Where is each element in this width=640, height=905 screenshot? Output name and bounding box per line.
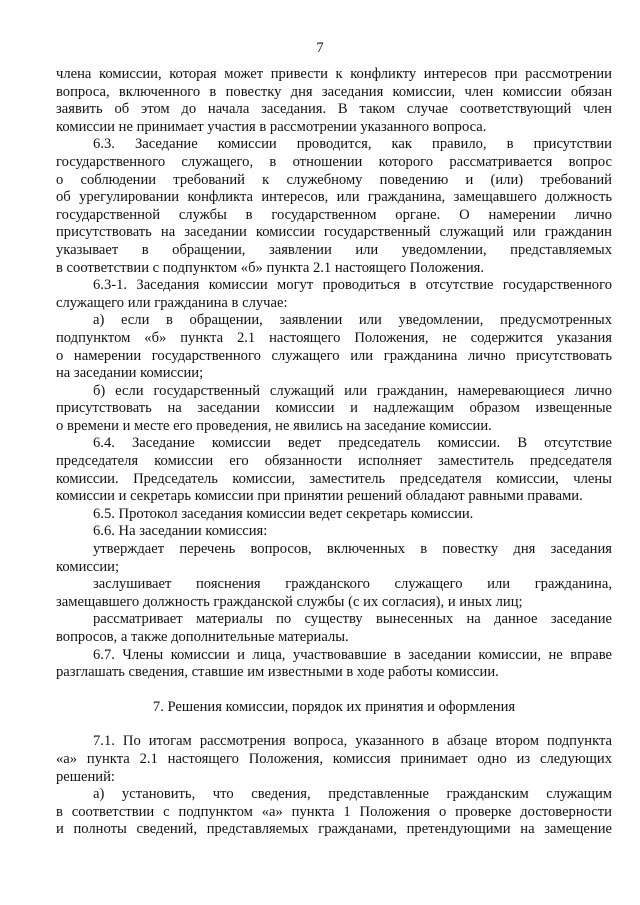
paragraph-line: на заседании комиссии; [56, 365, 204, 382]
document-body [56, 66, 612, 839]
paragraph-line: о соблюдении требований к служебному поведению и (или) требований [56, 171, 612, 188]
page-number: 7 [316, 40, 324, 56]
paragraph-line: решений: [56, 768, 115, 785]
paragraph-line: 7.1. По итогам рассмотрения вопроса, указанного в абзаце втором подпункта [93, 733, 612, 750]
paragraph-line: б) если государственный служащий или гражданин, намеревающиеся лично [93, 382, 612, 399]
paragraph-line: 6.7. Члены комиссии и лица, участвовавшие в заседании комиссии, не вправе [93, 646, 612, 663]
paragraph-line: присутствовать на заседании комиссии и надлежащим образом извещенные [56, 400, 612, 417]
paragraph-line: заявить об этом до начала заседания. В таком случае соответствующий член [56, 101, 612, 118]
paragraph-line: а) если в обращении, заявлении или уведомлении, предусмотренных [93, 312, 612, 329]
paragraph-line: в соответствии с подпунктом «б» пункта 2.1 настоящего Положения. [56, 259, 485, 276]
paragraph-line: заслушивает пояснения гражданского служащего или гражданина, [93, 576, 612, 593]
paragraph-line: 6.4. Заседание комиссии ведет председатель комиссии. В отсутствие [93, 435, 612, 452]
paragraph-line: служащего или гражданина в случае: [56, 294, 288, 311]
paragraph-line: государственного служащего, в отношении которого рассматривается вопрос [56, 153, 612, 170]
paragraph-line: в соответствии с подпунктом «а» пункта 1 Положения о проверке достоверности [56, 803, 612, 820]
paragraph-line: председателя комиссии его обязанности исполняет заместитель председателя [56, 453, 612, 470]
paragraph-line: подпунктом «б» пункта 2.1 настоящего Положения, не содержится указания [56, 329, 612, 346]
paragraph-line: разглашать сведения, ставшие им известными в ходе работы комиссии. [56, 664, 499, 681]
paragraph-line: 6.5. Протокол заседания комиссии ведет секретарь комиссии. [93, 505, 474, 522]
paragraph-line: утверждает перечень вопросов, включенных в повестку дня заседания [93, 541, 612, 558]
paragraph-line: 6.3. Заседание комиссии проводится, как правило, в присутствии [93, 136, 612, 153]
paragraph-line: о намерении государственного служащего или гражданина лично присутствовать [56, 347, 612, 364]
paragraph-line: присутствовать на заседании комиссии государственный служащий или гражданин [56, 224, 612, 241]
paragraph-line: вопроса, включенного в повестку дня заседания комиссии, член комиссии обязан [56, 83, 612, 100]
paragraph-line: члена комиссии, которая может привести к конфликту интересов при рассмотрении [56, 66, 612, 82]
paragraph-line: комиссии; [56, 558, 120, 575]
paragraph-line: указывает в обращении, заявлении или уведомлении, представляемых [56, 241, 612, 258]
paragraph-line: о времени и месте его проведения, не явились на заседание комиссии. [56, 417, 492, 434]
paragraph-line: 6.3-1. Заседания комиссии могут проводиться в отсутствие государственного [93, 277, 612, 294]
section-heading: 7. Решения комиссии, порядок их принятия и оформления [152, 698, 516, 715]
paragraph-line: 6.6. На заседании комиссия: [93, 523, 268, 540]
paragraph-line: «а» пункта 2.1 настоящего Положения, комиссия принимает одно из следующих [56, 750, 612, 767]
paragraph-line: вопросов, а также дополнительные материалы. [56, 629, 349, 645]
paragraph-line: замещавшего должность гражданской службы (с их согласия), и иных лиц; [56, 593, 523, 610]
paragraph-line: комиссии. Председатель комиссии, заместитель председателя комиссии, члены [56, 470, 612, 487]
paragraph-line: а) установить, что сведения, представленные гражданским служащим [93, 786, 612, 803]
paragraph-line: об урегулировании конфликта интересов, или гражданина, замещавшего должность [56, 189, 612, 206]
paragraph-line: рассматривает материалы по существу вынесенных на данное заседание [93, 611, 612, 628]
paragraph-line: комиссии не принимает участия в рассмотрении указанного вопроса. [56, 118, 487, 135]
paragraph-line: государственной службы в государственном органе. О намерении лично [56, 206, 612, 223]
paragraph-line: и полноты сведений, представляемых гражданами, претендующими на замещение [56, 821, 612, 838]
paragraph-line: комиссии и секретарь комиссии при принятии решений обладают равными правами. [56, 488, 583, 505]
